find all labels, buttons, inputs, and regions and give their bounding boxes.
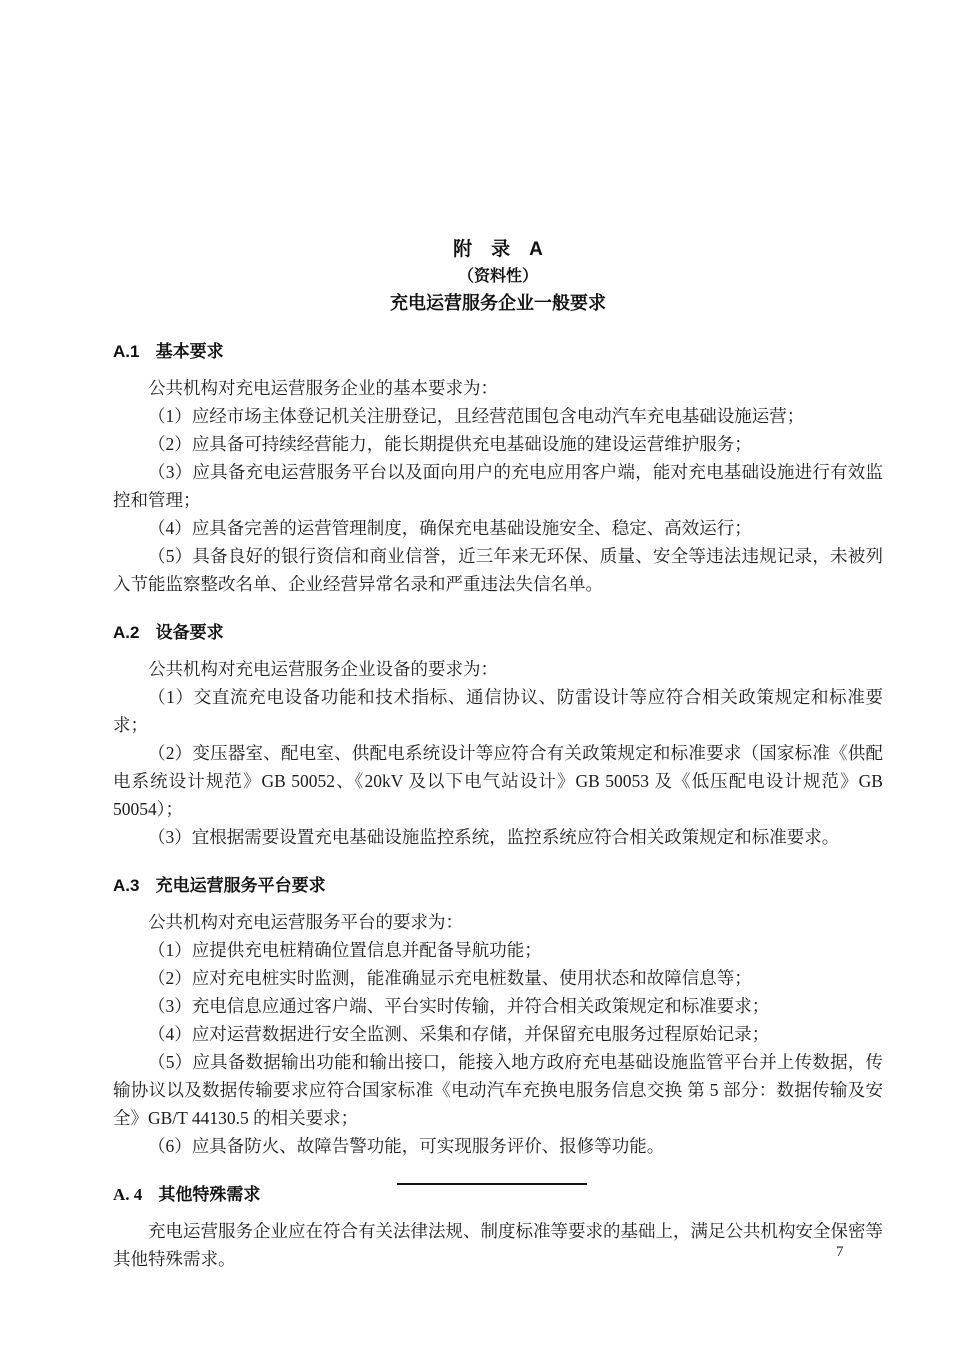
body-paragraph: （2）应对充电桩实时监测，能准确显示充电桩数量、使用状态和故障信息等； [148,968,752,988]
body-paragraph: （2）应具备可持续经营能力，能长期提供充电基础设施的建设运营维护服务； [148,434,752,454]
section-title: 充电运营服务平台要求 [155,876,326,895]
body-paragraph: （5）具备良好的银行资信和商业信誉，近三年来无环保、质量、安全等违法违规记录，未被列入节能监察整改名单、企业经营异常名录和严重违法失信名单。 [113,546,883,594]
body-paragraph: 充电运营服务企业应在符合有关法律法规、制度标准等要求的基础上，满足公共机构安全保密等其他特殊需求。 [113,1221,883,1269]
page-number: 7 [836,1244,844,1260]
body-paragraph: （4）应对运营数据进行安全监测、采集和存储，并保留充电服务过程原始记录； [148,1024,770,1044]
body-paragraph: 公共机构对充电运营服务企业设备的要求为： [148,659,498,679]
body-paragraph: 公共机构对充电运营服务平台的要求为： [148,912,463,932]
section-number: A.3 [113,876,140,895]
body-paragraph: （5）应具备数据输出功能和输出接口，能接入地方政府充电基础设施监管平台并上传数据，传输协议以及数据传输要求应符合国家标准《电动汽车充换电服务信息交换 第 5 部分：数据传输及安全》GB/T 44130.5 的相关要求； [113,1052,883,1128]
document-title-block [113,236,883,317]
section-a4 [113,1184,883,1273]
body-paragraph: （1）应提供充电桩精确位置信息并配备导航功能； [148,940,542,960]
section-title: 基本要求 [155,342,224,361]
section-a1 [113,341,883,598]
body-paragraph: （6）应具备防火、故障告警功能，可实现服务评价、报修等功能。 [148,1136,665,1156]
section-number: A.2 [113,623,140,642]
end-of-document-rule [397,1183,587,1185]
body-paragraph: （3）应具备充电运营服务平台以及面向用户的充电应用客户端，能对充电基础设施进行有效监控和管理； [113,462,883,510]
body-paragraph: （4）应具备完善的运营管理制度，确保充电基础设施安全、稳定、高效运行； [148,518,752,538]
appendix-subtitle: 充电运营服务企业一般要求 [390,293,606,313]
body-paragraph: （1）应经市场主体登记机关注册登记，且经营范围包含电动汽车充电基础设施运营； [148,406,805,426]
appendix-title: 附 录 A [453,239,543,260]
section-number: A.1 [113,342,140,361]
section-number: A. 4 [113,1185,143,1204]
section-title: 其他特殊需求 [158,1185,261,1204]
section-heading [113,622,883,644]
body-paragraph: （3）充电信息应通过客户端、平台实时传输，并符合相关政策规定和标准要求； [148,996,770,1016]
section-a3 [113,875,883,1160]
section-title: 设备要求 [155,623,224,642]
body-paragraph: （2）变压器室、配电室、供配电系统设计等应符合有关政策规定和标准要求（国家标准《供配电系统设计规范》GB 50052、《20kV 及以下电气站设计》GB 50053 及《低压配电设计规范》GB 50054）； [113,743,883,819]
section-heading [113,1184,883,1206]
section-a2 [113,622,883,851]
appendix-kind: （资料性） [457,268,538,285]
section-heading [113,875,883,897]
section-heading [113,341,883,363]
body-paragraph: 公共机构对充电运营服务企业的基本要求为： [148,378,498,398]
body-paragraph: （1）交直流充电设备功能和技术指标、通信协议、防雷设计等应符合相关政策规定和标准要求； [113,687,883,735]
body-paragraph: （3）宜根据需要设置充电基础设施监控系统，监控系统应符合相关政策规定和标准要求。 [148,827,840,847]
